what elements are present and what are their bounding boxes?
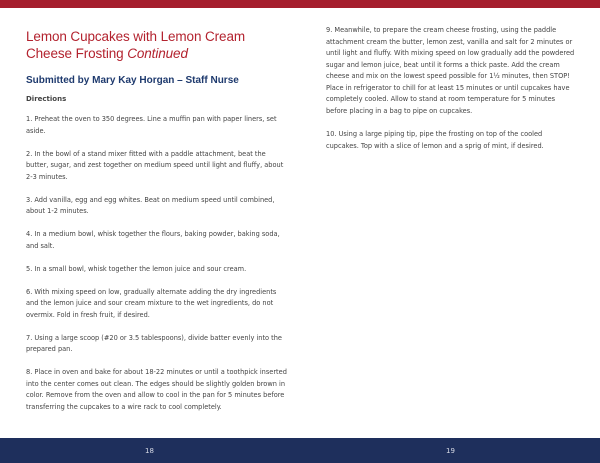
- direction-step: 7. Using a large scoop (#20 or 3.5 tablespoons), divide batter evenly into the prepared pan.: [26, 333, 282, 353]
- direction-step: 8. Place in oven and bake for about 18-22 minutes or until a toothpick inserted into the center comes out clean. The edges should be slightly golden brown in color. Remove from the oven and allow to cool in the pan for 5 minutes before transferring the cupcakes to a wire rack to cool completely.: [26, 368, 287, 411]
- direction-step: 1. Preheat the oven to 350 degrees. Line a muffin pan with paper liners, set aside.: [26, 115, 277, 135]
- direction-step: 6. With mixing speed on low, gradually alternate adding the dry ingredients and the lemon juice and sour cream mixture to the wet ingredients, do not overmix. Fold in fresh fruit, if desired.: [26, 287, 277, 319]
- direction-step: 4. In a medium bowl, whisk together the flours, baking powder, baking soda, and salt.: [26, 230, 280, 250]
- recipe-title: [26, 28, 296, 62]
- page-number-right: 19: [446, 447, 455, 455]
- direction-step: 10. Using a large piping tip, pipe the frosting on top of the cooled cupcakes. Top with a slice of lemon and a sprig of mint, if desired.: [326, 130, 544, 150]
- direction-step: 9. Meanwhile, to prepare the cream cheese frosting, using the paddle attachment cream the butter, lemon zest, vanilla and salt for 2 minutes or until light and fluffy. With mixing speed on low gradually add the powdered sugar and lemon juice, beat until it forms a thick paste. Add the cream cheese and mix on the lowest speed possible for 1½ minutes, then STOP! Place in refrigerator to chill for at least 15 minutes or until cupcakes have completely cooled. Allow to stand at room temperature for 5 minutes before placing in a bag to pipe on cupcakes.: [326, 26, 575, 115]
- direction-step: 2. In the bowl of a stand mixer fitted with a paddle attachment, beat the butter, sugar, and zest together on medium speed until light and fluffy, about 2-3 minutes.: [26, 149, 284, 181]
- direction-step: 3. Add vanilla, egg and egg whites. Beat on medium speed until combined, about 1-2 minutes.: [26, 195, 275, 215]
- title-continued: Continued: [127, 46, 188, 61]
- footer-bar: [0, 438, 600, 463]
- direction-step: 5. In a small bowl, whisk together the lemon juice and sour cream.: [26, 264, 247, 273]
- right-page: [300, 8, 600, 438]
- author-credit: Submitted by Mary Kay Horgan – Staff Nurse: [26, 75, 239, 86]
- title-line-1: Lemon Cupcakes with Lemon Cream: [26, 29, 246, 44]
- title-line-2: [26, 45, 296, 62]
- left-page: [0, 8, 300, 438]
- title-line-2-text: Cheese Frosting: [26, 46, 124, 61]
- page-number-left: 18: [145, 447, 154, 455]
- directions-list-right: [326, 25, 576, 164]
- top-accent-bar: [0, 0, 600, 8]
- directions-list-left: [26, 114, 288, 425]
- directions-heading: Directions: [26, 95, 67, 103]
